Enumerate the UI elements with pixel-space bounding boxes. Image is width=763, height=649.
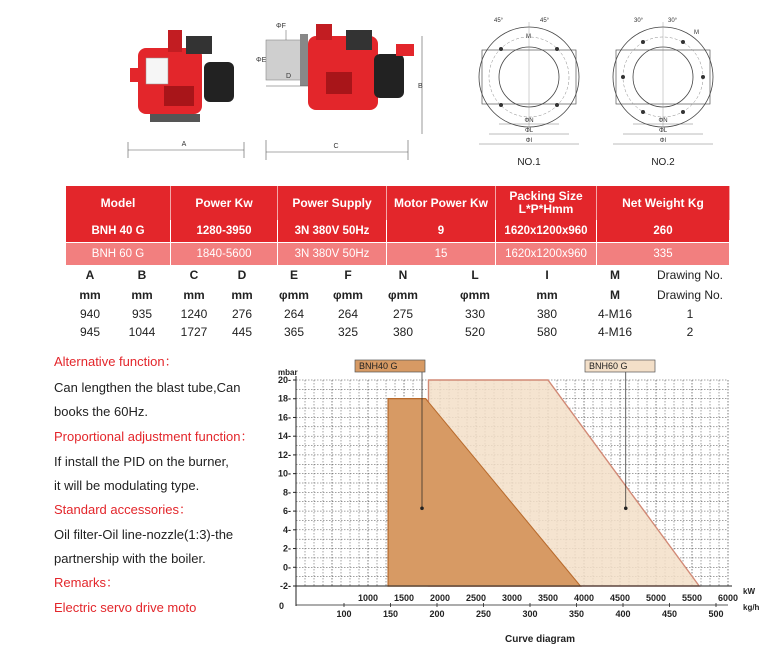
dim-value: 4-M16 <box>597 325 632 339</box>
dim-unit: Drawing No. <box>656 288 724 302</box>
y-tick-label: 14- <box>277 431 291 442</box>
dim-unit: φmm <box>460 288 490 302</box>
y-tick-label: 10- <box>277 468 291 479</box>
dim-label-f: ΦF <box>276 23 286 30</box>
flange1-m: M <box>526 34 531 40</box>
dim-label-d: D <box>286 73 292 80</box>
dim-unit: mm <box>231 288 253 302</box>
flange2-m: M <box>694 30 699 36</box>
flange2-l: ΦL <box>658 128 668 134</box>
y-tick-label: 20- <box>277 375 291 385</box>
remarks-title: Remarks： <box>54 575 120 590</box>
cell-supply: 3N 380V 50Hz <box>278 220 387 243</box>
dim-letter: I <box>545 268 549 282</box>
dim-value: 264 <box>337 307 359 321</box>
dim-label-b: B <box>418 83 423 90</box>
x-tick-label-kw: 2000 <box>429 593 451 603</box>
x-tick-label-kgh: 250 <box>475 609 492 619</box>
dim-letter: F <box>344 268 352 282</box>
legend-label-bnh60: BNH60 G <box>589 361 628 371</box>
cell-packing: 1620x1200x960 <box>496 220 597 243</box>
dim-unit: mm <box>536 288 558 302</box>
dim-value: 264 <box>283 307 305 321</box>
cell-power: 1840-5600 <box>171 243 278 266</box>
alternative-function-title: Alternative function： <box>54 354 178 369</box>
y-tick-label: 12- <box>277 449 291 460</box>
flange1-i: ΦI <box>525 138 533 144</box>
dim-value: 2 <box>686 325 694 339</box>
x-tick-label-kgh: 300 <box>522 609 538 619</box>
dim-letter: Drawing No. <box>656 268 724 282</box>
cell-motor: 15 <box>387 243 496 266</box>
x-tick-label-kgh: 200 <box>429 609 445 619</box>
dim-letter: E <box>289 268 298 282</box>
dim-unit: mm <box>79 288 101 302</box>
dim-letter: A <box>85 268 95 282</box>
dim-value: 275 <box>392 307 414 321</box>
dim-label-e: ΦE <box>256 57 267 64</box>
flange2-i: ΦI <box>659 138 667 144</box>
legend-label-bnh40: BNH40 G <box>359 361 398 371</box>
dim-unit: M <box>610 288 620 302</box>
dim-value: 1727 <box>180 325 208 339</box>
y-tick-label: 18- <box>277 393 291 404</box>
x-tick-label-kw: 3000 <box>501 593 523 603</box>
y-tick-label: 4- <box>282 524 291 535</box>
y-tick-label: 16- <box>277 412 291 423</box>
x-tick-label-kw: 4500 <box>609 593 631 603</box>
dim-value: 1 <box>686 307 694 321</box>
flange-drawing-no1 <box>470 10 588 170</box>
dim-unit: φmm <box>333 288 363 302</box>
dim-value: 380 <box>536 307 558 321</box>
x-tick-label-kw: 1500 <box>393 593 415 603</box>
cell-supply: 3N 380V 50Hz <box>278 243 387 266</box>
cell-model: BNH 60 G <box>66 243 171 266</box>
y-tick-label: 0- <box>282 562 291 573</box>
dim-value: 940 <box>79 307 101 321</box>
alternative-function-line1: Can lengthen the blast tube,Can <box>54 380 241 395</box>
dim-value: 945 <box>79 325 101 339</box>
y-tick-label: 2- <box>282 543 291 554</box>
header-net-weight: Net Weight Kg <box>597 186 730 220</box>
flange1-n: ΦN <box>524 118 534 124</box>
x-tick-label-kgh: 150 <box>382 609 399 619</box>
cell-model: BNH 40 G <box>66 220 171 243</box>
dim-letter: M <box>610 268 620 282</box>
x-tick-label-kw: 2500 <box>465 593 487 603</box>
dim-unit: φmm <box>279 288 309 302</box>
x-tick-label-kw: 5000 <box>645 593 667 603</box>
dim-letter: C <box>189 268 199 282</box>
header-power-supply: Power Supply <box>278 186 387 220</box>
dim-value: 365 <box>283 325 305 339</box>
flange2-angle-left: 30° <box>634 18 644 24</box>
dim-value: 445 <box>231 325 253 339</box>
spec-table <box>66 186 730 266</box>
kg-axis-zero-label: 0 <box>278 601 284 611</box>
dim-letter: B <box>137 268 147 282</box>
dim-unit: mm <box>131 288 153 302</box>
proportional-adjustment-line1: If install the PID on the burner, <box>54 454 229 469</box>
flange2-caption: NO.2 <box>651 157 675 168</box>
dim-unit: mm <box>183 288 205 302</box>
x-tick-label-kw: 3500 <box>537 593 559 603</box>
x-tick-label-kw: 6000 <box>717 593 739 603</box>
flange1-angle-left: 45° <box>494 18 504 24</box>
x-tick-label-kgh: 350 <box>568 609 585 619</box>
standard-accessories-line1: Oil filter-Oil line-nozzle(1:3)-the <box>54 527 234 542</box>
x-tick-label-kgh: 450 <box>661 609 678 619</box>
dim-value: 1240 <box>180 307 208 321</box>
dim-value: 276 <box>231 307 253 321</box>
x-unit-kgh: kg/h <box>743 603 760 612</box>
alternative-function-line2: books the 60Hz. <box>54 404 148 419</box>
proportional-adjustment-title: Proportional adjustment function： <box>54 429 254 444</box>
y-tick-label: 6- <box>282 506 291 517</box>
cell-weight: 335 <box>597 243 730 266</box>
dim-value: 580 <box>536 325 558 339</box>
dim-value: 4-M16 <box>597 307 632 321</box>
dim-value: 325 <box>337 325 359 339</box>
burner-front-drawing <box>126 22 246 162</box>
cell-power: 1280-3950 <box>171 220 278 243</box>
flange1-angle-right: 45° <box>540 18 550 24</box>
dim-value: 330 <box>464 307 486 321</box>
standard-accessories-title: Standard accessories： <box>54 502 193 517</box>
x-tick-label-kgh: 400 <box>615 609 631 619</box>
dim-value: 1044 <box>128 325 156 339</box>
dim-letter: D <box>237 268 247 282</box>
x-tick-label-kw: 5500 <box>681 593 703 603</box>
dim-label-a: A <box>181 141 187 148</box>
proportional-adjustment-line2: it will be modulating type. <box>54 478 200 493</box>
cell-weight: 260 <box>597 220 730 243</box>
cell-motor: 9 <box>387 220 496 243</box>
dim-label-c: C <box>333 143 339 150</box>
flange2-angle-right: 30° <box>668 18 678 24</box>
header-model: Model <box>66 186 171 220</box>
dim-value: 380 <box>392 325 414 339</box>
x-tick-label-kw: 4000 <box>573 593 595 603</box>
flange-drawing-no2 <box>604 10 722 170</box>
dim-value: 935 <box>131 307 153 321</box>
dim-letter: N <box>398 268 408 282</box>
standard-accessories-line2: partnership with the boiler. <box>54 551 206 566</box>
flange1-l: ΦL <box>524 128 534 134</box>
y-tick-label: -2- <box>280 581 291 591</box>
header-motor-power: Motor Power Kw <box>387 186 496 220</box>
table-row <box>66 243 730 266</box>
y-tick-label: 8- <box>282 487 291 498</box>
x-unit-kw: kW <box>743 587 755 596</box>
x-tick-label-kw: 1000 <box>357 593 379 603</box>
dim-unit: φmm <box>388 288 418 302</box>
dim-letter: L <box>471 268 479 282</box>
flange1-caption: NO.1 <box>517 157 541 168</box>
x-tick-label-kgh: 500 <box>708 609 724 619</box>
table-row <box>66 220 730 243</box>
header-power-kw: Power Kw <box>171 186 278 220</box>
curve-diagram-chart <box>262 350 763 649</box>
remarks-line1: Electric servo drive moto <box>54 600 197 615</box>
y-axis-label: mbar <box>278 368 298 377</box>
chart-title: Curve diagram <box>504 634 576 645</box>
x-tick-label-kgh: 100 <box>336 609 352 619</box>
header-packing-size: Packing Size L*P*Hmm <box>496 186 597 220</box>
cell-packing: 1620x1200x960 <box>496 243 597 266</box>
dim-value: 520 <box>464 325 486 339</box>
flange2-n: ΦN <box>658 118 668 124</box>
burner-side-drawing <box>256 14 432 162</box>
